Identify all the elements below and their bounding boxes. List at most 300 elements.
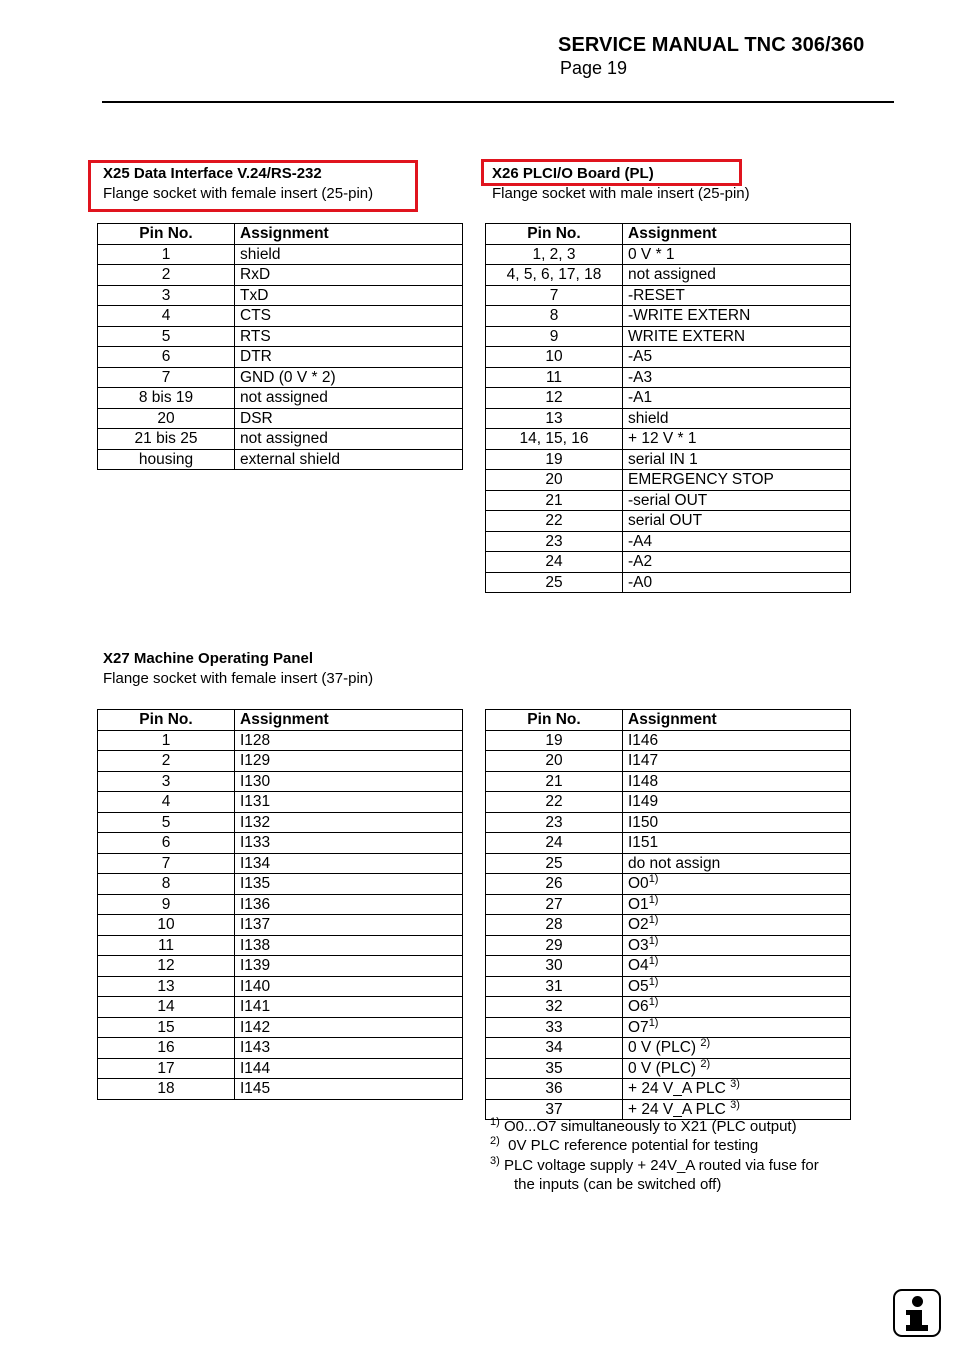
assignment-text: O0 [628,875,649,893]
x26-pin-table [485,223,851,593]
table-row [486,347,851,368]
assignment-text: shield [628,409,669,427]
table-row [486,976,851,997]
x27-subtitle: Flange socket with female insert (37-pin) [103,670,374,687]
footnote-reference: 1) [648,955,659,968]
table-row [98,956,463,977]
assignment-text: I146 [628,731,659,749]
table-row [486,572,851,593]
table-row [486,470,851,491]
pin-number-cell: 9 [486,326,623,347]
pin-number-cell: 7 [486,285,623,306]
assignment-cell [235,244,463,265]
table-row [486,511,851,532]
assignment-text: I130 [240,772,271,790]
assignment-cell [235,935,463,956]
assignment-text: I140 [240,977,271,995]
assignment-text: I131 [240,793,271,811]
pin-number-cell: 11 [98,935,235,956]
assignment-cell [623,285,851,306]
assignment-text: I128 [240,731,271,749]
assignment-text: -A5 [628,348,653,366]
pin-number-cell: 10 [98,915,235,936]
pin-number-cell: 24 [486,833,623,854]
assignment-cell [235,347,463,368]
footnote-reference: 3) [730,1078,740,1091]
pin-number-cell: 30 [486,956,623,977]
pin-number-cell: 16 [98,1038,235,1059]
pin-number-cell: 36 [486,1079,623,1100]
pin-number-cell: 3 [98,771,235,792]
table-row [486,244,851,265]
table-row [98,244,463,265]
assignment-text: do not assign [628,854,721,872]
assignment-cell [623,1017,851,1038]
table-row [486,1079,851,1100]
pin-number-cell: 14, 15, 16 [486,429,623,450]
table-row [98,751,463,772]
column-header-assignment: Assignment [235,710,463,731]
table-row [486,265,851,286]
table-row [98,388,463,409]
assignment-cell [623,730,851,751]
x26-subtitle: Flange socket with male insert (25-pin) [492,185,750,202]
assignment-text: I133 [240,834,271,852]
table-row [486,531,851,552]
assignment-text: I151 [628,834,659,852]
table-row [486,874,851,895]
assignment-text: I138 [240,936,271,954]
pin-number-cell: 9 [98,894,235,915]
assignment-text: I144 [240,1059,271,1077]
assignment-cell [623,449,851,470]
footnote-3-continued [490,1175,819,1194]
pin-number-cell: 21 [486,490,623,511]
table-row [98,853,463,874]
pin-number-cell: 17 [98,1058,235,1079]
assignment-cell [235,997,463,1018]
assignment-text: -A4 [628,532,653,550]
pin-number-cell: 22 [486,511,623,532]
assignment-cell [235,956,463,977]
table-row [98,408,463,429]
pin-number-cell: 21 bis 25 [98,429,235,450]
assignment-text: O2 [628,916,649,934]
assignment-text: DTR [240,348,272,366]
assignment-text: O5 [628,977,649,995]
table-row [98,935,463,956]
assignment-text: + 24 V_A PLC [628,1100,731,1118]
assignment-cell [623,1058,851,1079]
pin-number-cell: 34 [486,1038,623,1059]
assignment-text: serial IN 1 [628,450,698,468]
pin-number-cell: 26 [486,874,623,895]
pin-number-cell: 31 [486,976,623,997]
footnote-reference: 1) [648,975,659,988]
table-row [98,326,463,347]
table-row [98,792,463,813]
table-row [486,306,851,327]
table-row [486,326,851,347]
x27-pin-table-right [485,709,851,1120]
footnote-2 [490,1136,819,1155]
footnote-text: PLC voltage supply + 24V_A routed via fuse for [503,1156,819,1174]
assignment-cell [623,244,851,265]
pin-number-cell: 4, 5, 6, 17, 18 [486,265,623,286]
x25-subtitle: Flange socket with female insert (25-pin) [103,185,374,202]
table-row [486,894,851,915]
assignment-text: O3 [628,936,649,954]
assignment-text: WRITE EXTERN [628,327,746,345]
table-row [486,812,851,833]
footnote-mark: 1) [490,1116,500,1128]
pin-number-cell: 7 [98,367,235,388]
column-header-pin: Pin No. [98,710,235,731]
assignment-cell [235,1038,463,1059]
assignment-text: shield [240,245,281,263]
footnote-reference: 1) [648,1016,659,1029]
assignment-cell [235,833,463,854]
assignment-cell [623,572,851,593]
table-row [486,915,851,936]
footnote-mark: 2) [490,1135,500,1148]
assignment-cell [623,874,851,895]
table-row [486,449,851,470]
assignment-text: I148 [628,772,659,790]
assignment-text: O4 [628,957,649,975]
assignment-cell [235,730,463,751]
assignment-text: DSR [240,409,273,427]
pin-number-cell: housing [98,449,235,470]
assignment-cell [623,1038,851,1059]
pin-number-cell: 8 bis 19 [98,388,235,409]
pin-number-cell: 1, 2, 3 [486,244,623,265]
pin-number-cell: 24 [486,552,623,573]
assignment-cell [235,976,463,997]
table-row [98,812,463,833]
table-row [486,956,851,977]
assignment-text: + 12 V * 1 [628,430,697,448]
pin-number-cell: 19 [486,449,623,470]
footnote-3 [490,1156,819,1175]
assignment-text: -A2 [628,553,653,571]
assignment-cell [235,367,463,388]
assignment-cell [235,265,463,286]
assignment-cell [623,367,851,388]
table-row [98,976,463,997]
table-row [486,388,851,409]
table-row [98,997,463,1018]
assignment-text: -WRITE EXTERN [628,307,751,325]
assignment-text: I145 [240,1080,271,1098]
assignment-cell [623,511,851,532]
pin-number-cell: 2 [98,751,235,772]
assignment-text: I141 [240,998,271,1016]
table-row [486,1058,851,1079]
assignment-cell [235,771,463,792]
assignment-text: GND (0 V * 2) [240,368,336,386]
table-row [98,874,463,895]
assignment-cell [235,429,463,450]
assignment-text: RxD [240,266,271,284]
pin-number-cell: 10 [486,347,623,368]
assignment-text: 0 V (PLC) [628,1059,701,1077]
table-row [98,1017,463,1038]
assignment-cell [623,771,851,792]
x26-title: X26 PLCI/O Board (PL) [492,165,654,182]
assignment-cell [235,812,463,833]
assignment-text: I134 [240,854,271,872]
table-row [486,490,851,511]
assignment-text: I139 [240,957,271,975]
assignment-cell [623,347,851,368]
pin-number-cell: 18 [98,1079,235,1100]
column-header-pin: Pin No. [98,224,235,245]
manual-title: SERVICE MANUAL TNC 306/360 [558,34,865,56]
assignment-text: TxD [240,286,269,304]
pin-number-cell: 12 [98,956,235,977]
table-row [98,285,463,306]
table-row [486,367,851,388]
pin-number-cell: 8 [98,874,235,895]
assignment-cell [235,449,463,470]
column-header-pin: Pin No. [486,710,623,731]
table-row [98,894,463,915]
pin-number-cell: 5 [98,326,235,347]
table-row [486,833,851,854]
assignment-cell [623,552,851,573]
footnote-reference: 1) [648,893,659,906]
assignment-cell [235,326,463,347]
table-row [486,792,851,813]
table-row [486,552,851,573]
x27-title: X27 Machine Operating Panel [103,650,314,667]
assignment-text: O7 [628,1018,649,1036]
pin-number-cell: 14 [98,997,235,1018]
assignment-cell [623,531,851,552]
assignment-text: 0 V (PLC) [628,1039,701,1057]
assignment-text: -A1 [628,389,653,407]
assignment-cell [623,1079,851,1100]
pin-number-cell: 20 [98,408,235,429]
assignment-cell [623,935,851,956]
table-row [98,1038,463,1059]
assignment-cell [623,751,851,772]
pin-number-cell: 1 [98,244,235,265]
footnote-reference: 1) [648,934,659,947]
footnote-text: the inputs (can be switched off) [514,1175,722,1193]
column-header-assignment: Assignment [623,710,851,731]
table-row [98,347,463,368]
assignment-text: I136 [240,895,271,913]
assignment-text: EMERGENCY STOP [628,471,774,489]
assignment-text: I149 [628,793,659,811]
assignment-cell [623,306,851,327]
pin-number-cell: 27 [486,894,623,915]
assignment-text: I150 [628,813,659,831]
pin-number-cell: 25 [486,572,623,593]
pin-number-cell: 20 [486,751,623,772]
assignment-cell [623,915,851,936]
header-divider [102,101,894,103]
footnote-reference: 2) [700,1037,711,1050]
assignment-cell [623,326,851,347]
table-row [98,306,463,327]
footnote-mark: 3) [490,1154,500,1167]
assignment-cell [623,388,851,409]
assignment-text: -A0 [628,573,653,591]
column-header-assignment: Assignment [235,224,463,245]
table-row [98,265,463,286]
footnote-reference: 3) [730,1098,740,1111]
footnote-reference: 1) [648,914,659,927]
table-row [486,751,851,772]
column-header-pin: Pin No. [486,224,623,245]
assignment-text: O1 [628,895,649,913]
table-row [486,1038,851,1059]
x27-pin-table-left [97,709,463,1100]
assignment-cell [623,997,851,1018]
assignment-text: O6 [628,998,649,1016]
assignment-cell [235,285,463,306]
assignment-text: I137 [240,916,271,934]
table-row [486,429,851,450]
table-row [486,408,851,429]
assignment-text: CTS [240,307,271,325]
table-row [486,853,851,874]
table-row [98,915,463,936]
pin-number-cell: 23 [486,812,623,833]
pin-number-cell: 13 [98,976,235,997]
pin-number-cell: 8 [486,306,623,327]
assignment-cell [235,408,463,429]
footnote-reference: 1) [648,996,659,1009]
assignment-text: RTS [240,327,271,345]
table-row [486,997,851,1018]
assignment-cell [623,956,851,977]
assignment-text: -RESET [628,286,685,304]
table-row [486,285,851,306]
pin-number-cell: 5 [98,812,235,833]
pin-number-cell: 25 [486,853,623,874]
assignment-cell [235,792,463,813]
assignment-cell [623,812,851,833]
pin-number-cell: 2 [98,265,235,286]
assignment-cell [623,833,851,854]
pin-number-cell: 28 [486,915,623,936]
pin-number-cell: 29 [486,935,623,956]
table-row [98,449,463,470]
pin-number-cell: 19 [486,730,623,751]
pin-number-cell: 3 [98,285,235,306]
assignment-cell [623,429,851,450]
footnote-text: O0...O7 simultaneously to X21 (PLC output) [503,1118,797,1135]
pin-number-cell: 4 [98,306,235,327]
assignment-text: serial OUT [628,512,703,530]
table-row [98,833,463,854]
table-row [98,429,463,450]
assignment-text: I142 [240,1018,271,1036]
x25-pin-table [97,223,463,470]
assignment-cell [235,853,463,874]
assignment-cell [235,894,463,915]
table-row [98,771,463,792]
table-row [98,367,463,388]
table-row [98,1079,463,1100]
assignment-text: not assigned [240,430,328,448]
pin-number-cell: 21 [486,771,623,792]
table-row [486,730,851,751]
table-row [486,935,851,956]
pin-number-cell: 6 [98,347,235,368]
assignment-text: I147 [628,752,659,770]
assignment-text: -serial OUT [628,491,708,509]
pin-number-cell: 35 [486,1058,623,1079]
assignment-cell [235,1017,463,1038]
pin-number-cell: 32 [486,997,623,1018]
assignment-text: -A3 [628,368,653,386]
pin-number-cell: 11 [486,367,623,388]
assignment-cell [623,408,851,429]
footnotes [490,1117,819,1194]
table-row [486,771,851,792]
pin-number-cell: 4 [98,792,235,813]
pin-number-cell: 13 [486,408,623,429]
assignment-text: 0 V * 1 [628,245,675,263]
assignment-cell [623,976,851,997]
table-row [98,730,463,751]
assignment-cell [235,1058,463,1079]
assignment-text: I143 [240,1039,271,1057]
assignment-cell [623,853,851,874]
page-number: Page 19 [560,58,628,78]
pin-number-cell: 37 [486,1099,623,1120]
assignment-cell [235,915,463,936]
table-row [486,1017,851,1038]
footnote-text: 0V PLC reference potential for testing [508,1137,759,1155]
assignment-text: not assigned [628,266,716,284]
assignment-text: external shield [240,450,340,468]
assignment-text: + 24 V_A PLC [628,1080,731,1098]
pin-number-cell: 7 [98,853,235,874]
footnote-reference: 2) [700,1057,711,1070]
pin-number-cell: 22 [486,792,623,813]
pin-number-cell: 1 [98,730,235,751]
assignment-cell [235,874,463,895]
assignment-cell [235,1079,463,1100]
assignment-text: I129 [240,752,271,770]
assignment-cell [623,490,851,511]
table-row [98,1058,463,1079]
pin-number-cell: 12 [486,388,623,409]
footnote-reference: 1) [648,873,659,886]
pin-number-cell: 23 [486,531,623,552]
assignment-text: I132 [240,813,271,831]
pin-number-cell: 6 [98,833,235,854]
footnote-1 [490,1117,819,1136]
assignment-cell [623,265,851,286]
assignment-cell [623,792,851,813]
info-icon [893,1289,941,1337]
column-header-assignment: Assignment [623,224,851,245]
assignment-cell [623,894,851,915]
pin-number-cell: 33 [486,1017,623,1038]
pin-number-cell: 15 [98,1017,235,1038]
assignment-cell [235,306,463,327]
assignment-cell [235,388,463,409]
pin-number-cell: 20 [486,470,623,491]
assignment-cell [235,751,463,772]
